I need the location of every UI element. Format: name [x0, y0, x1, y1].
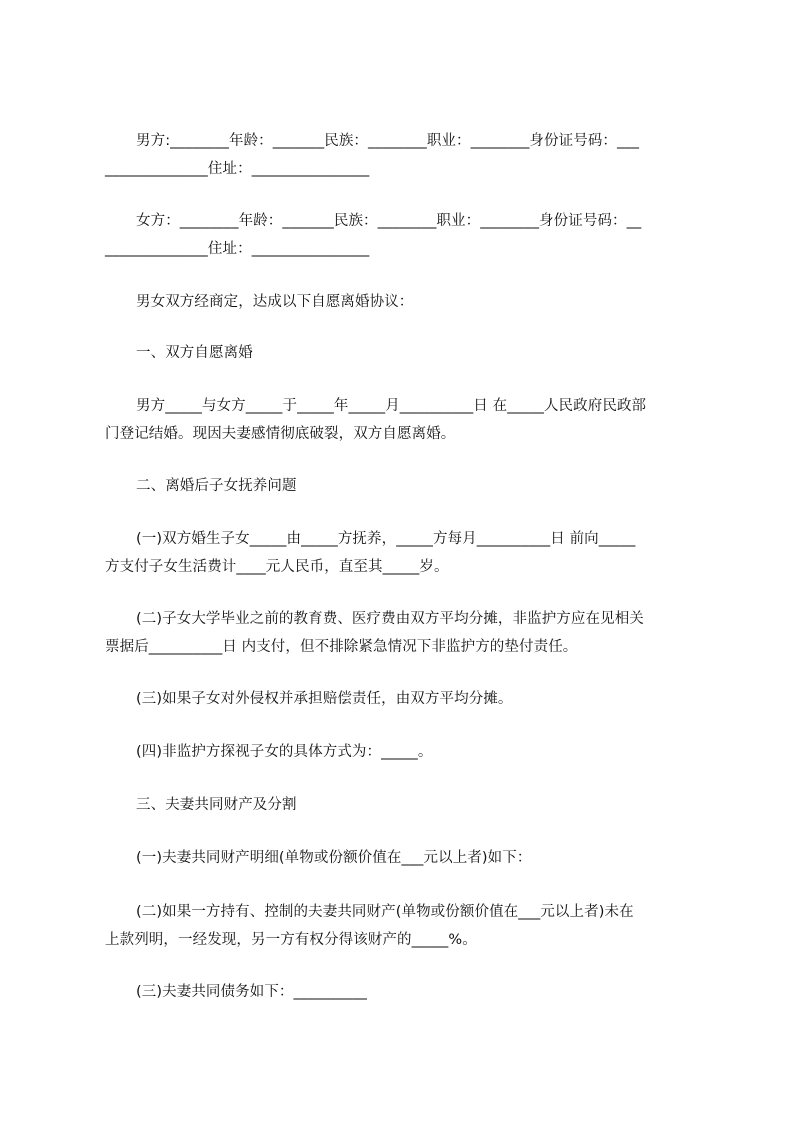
male-info-line-2: ______________住址：________________	[105, 161, 370, 177]
section-2-item-1-line-1: (一)双方婚生子女_____由_____方抚养，_____方每月__________日 前向_____	[136, 531, 636, 547]
section-2-item-1-line-2: 方支付子女生活费计____元人民币，直至其_____岁。	[105, 559, 449, 575]
female-info-line-2: ______________住址：________________	[105, 241, 370, 257]
section-3-heading: 三、夫妻共同财产及分割	[136, 797, 297, 813]
intro-paragraph: 男女双方经商定，达成以下自愿离婚协议：	[136, 294, 414, 310]
section-1-paragraph-line-2: 门登记结婚。现因夫妻感情彻底破裂，双方自愿离婚。	[105, 426, 456, 442]
female-info-line-1: 女方：________年龄：_______民族：________职业：________身份证号码：__	[136, 213, 642, 229]
section-2-heading: 二、离婚后子女抚养问题	[136, 478, 297, 494]
section-2-item-4: (四)非监护方探视子女的具体方式为：_____。	[136, 744, 433, 760]
section-3-item-3: (三)夫妻共同债务如下：__________	[136, 984, 368, 1000]
section-3-item-2-line-1: (二)如果一方持有、控制的夫妻共同财产(单物或份额价值在___元以上者)未在	[136, 904, 634, 920]
male-info-line-1: 男方:________年龄：_______民族：________职业：________身份证号码：___	[136, 133, 640, 149]
section-1-paragraph-line-1: 男方_____与女方_____于_____年_____月__________日 在_____人民政府民政部	[136, 398, 647, 414]
section-2-item-2-line-1: (二)子女大学毕业之前的教育费、医疗费由双方平均分摊，非监护方应在见相关	[136, 611, 644, 627]
section-2-item-2-line-2: 票据后__________日 内支付，但不排除紧急情况下非监护方的垫付责任。	[105, 639, 578, 655]
section-3-item-1: (一)夫妻共同财产明细(单物或份额价值在___元以上者)如下：	[136, 850, 532, 866]
section-3-item-2-line-2: 上款列明，一经发现，另一方有权分得该财产的_____%。	[105, 932, 477, 948]
section-2-item-3: (三)如果子女对外侵权并承担赔偿责任，由双方平均分摊。	[136, 691, 513, 707]
section-1-heading: 一、双方自愿离婚	[136, 345, 253, 361]
